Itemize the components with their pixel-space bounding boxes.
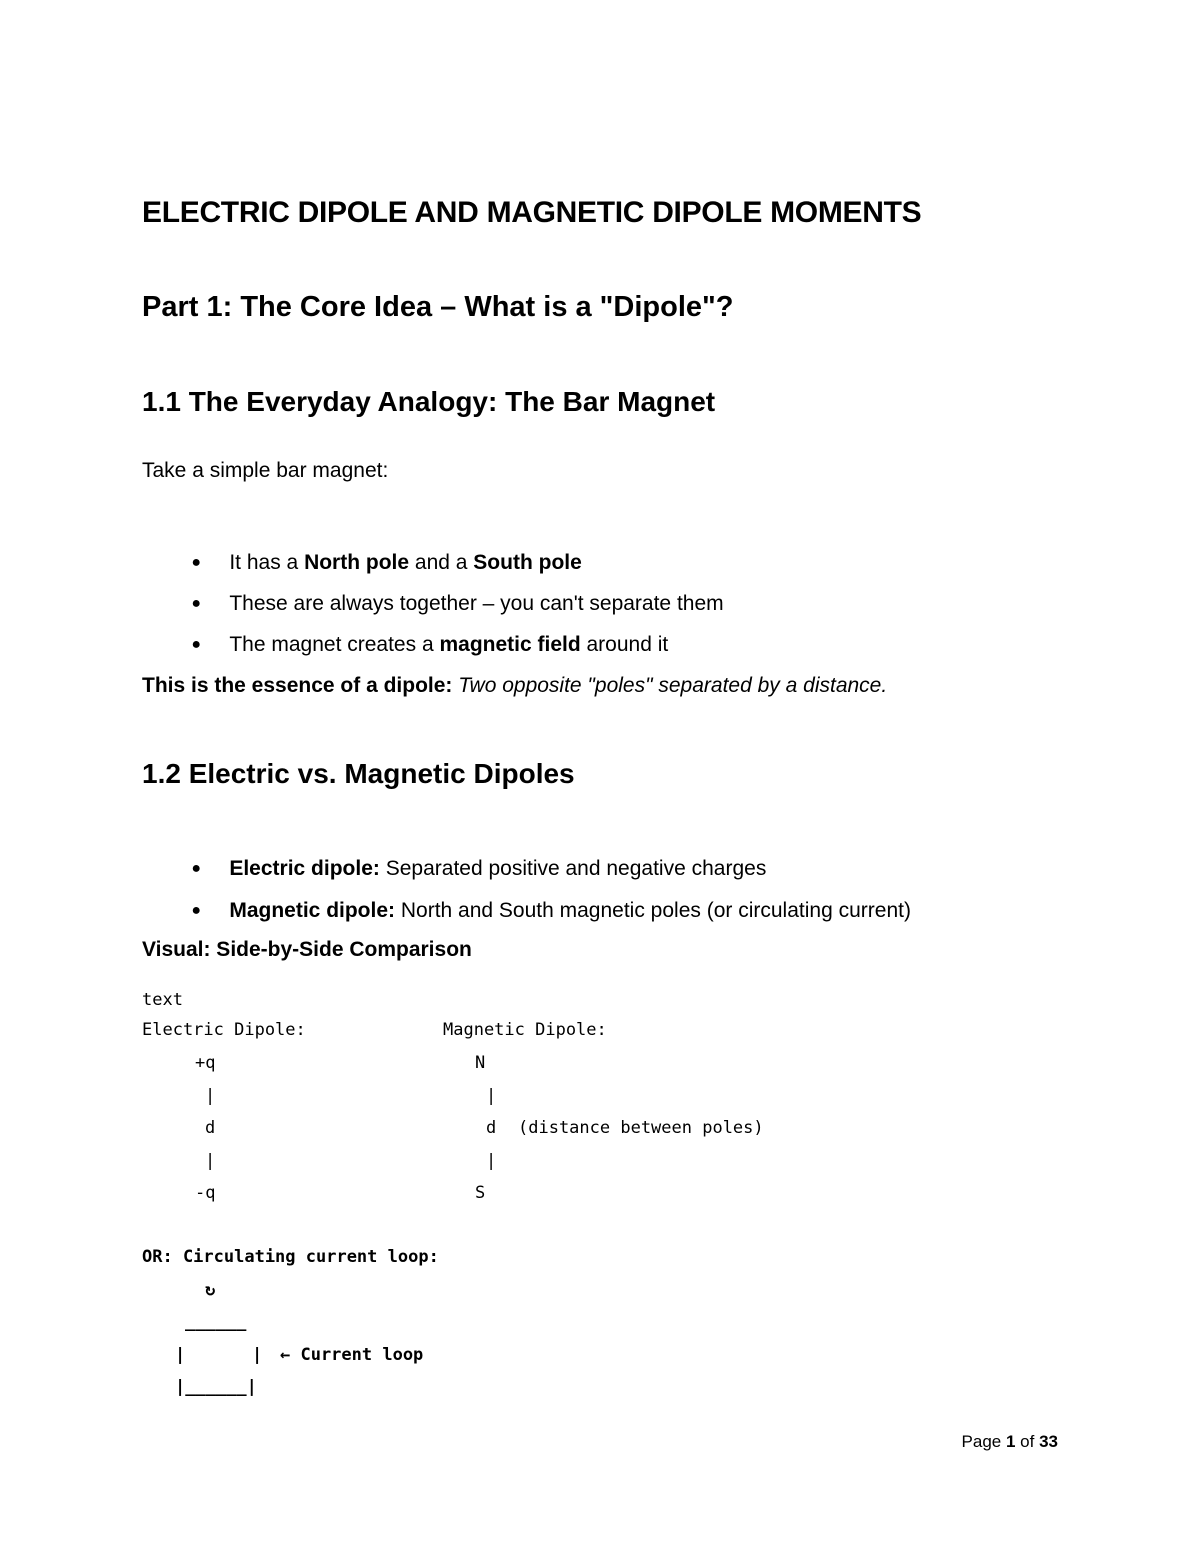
north-pole: N bbox=[475, 1053, 486, 1073]
essence-paragraph: This is the essence of a dipole: Two opposite "poles" separated by a distance. bbox=[142, 674, 888, 697]
loop-bottom-edge: |______| bbox=[175, 1377, 257, 1397]
separator-bar: | bbox=[486, 1086, 497, 1106]
bullet-icon: ● bbox=[191, 860, 202, 877]
list-item: ● These are always together – you can't separate them bbox=[191, 592, 724, 615]
separator-bar: | bbox=[205, 1086, 216, 1106]
list-item: ● The magnet creates a magnetic field around it bbox=[191, 633, 669, 656]
bullet-icon: ● bbox=[191, 595, 202, 612]
visual-subheading: Visual: Side-by-Side Comparison bbox=[142, 938, 472, 961]
circular-arrow-icon: ↻ bbox=[205, 1280, 216, 1300]
distance-label: d bbox=[486, 1118, 497, 1138]
page-number-footer: Page 1 of 33 bbox=[961, 1432, 1058, 1451]
part-heading: Part 1: The Core Idea – What is a "Dipole"? bbox=[142, 291, 734, 323]
document-title: ELECTRIC DIPOLE AND MAGNETIC DIPOLE MOMENTS bbox=[142, 196, 922, 229]
or-current-loop-line: OR: Circulating current loop: bbox=[142, 1247, 439, 1267]
loop-right-edge: | bbox=[252, 1345, 263, 1365]
list-item: ● Electric dipole: Separated positive and negative charges bbox=[191, 857, 767, 880]
bullet-icon: ● bbox=[191, 636, 202, 653]
electric-dipole-label: Electric Dipole: bbox=[142, 1020, 306, 1040]
loop-left-edge: | bbox=[175, 1345, 186, 1365]
intro-paragraph: Take a simple bar magnet: bbox=[142, 459, 389, 482]
distance-label: d bbox=[205, 1118, 216, 1138]
magnetic-dipole-label: Magnetic Dipole: bbox=[443, 1020, 607, 1040]
list-item: ● Magnetic dipole: North and South magnetic poles (or circulating current) bbox=[191, 899, 911, 922]
separator-bar: | bbox=[205, 1151, 216, 1171]
section-heading-1-2: 1.2 Electric vs. Magnetic Dipoles bbox=[142, 758, 575, 789]
section-heading-1-1: 1.1 The Everyday Analogy: The Bar Magnet bbox=[142, 386, 716, 417]
loop-top-edge: ______ bbox=[185, 1312, 247, 1332]
positive-charge: +q bbox=[195, 1053, 216, 1073]
current-loop-note: ← Current loop bbox=[280, 1345, 424, 1365]
code-language-label: text bbox=[142, 990, 183, 1010]
negative-charge: -q bbox=[195, 1183, 216, 1203]
south-pole: S bbox=[475, 1183, 486, 1203]
separator-bar: | bbox=[486, 1151, 497, 1171]
list-item: ● It has a North pole and a South pole bbox=[191, 551, 582, 574]
bullet-icon: ● bbox=[191, 554, 202, 571]
distance-note: (distance between poles) bbox=[518, 1118, 764, 1138]
bullet-icon: ● bbox=[191, 902, 202, 919]
